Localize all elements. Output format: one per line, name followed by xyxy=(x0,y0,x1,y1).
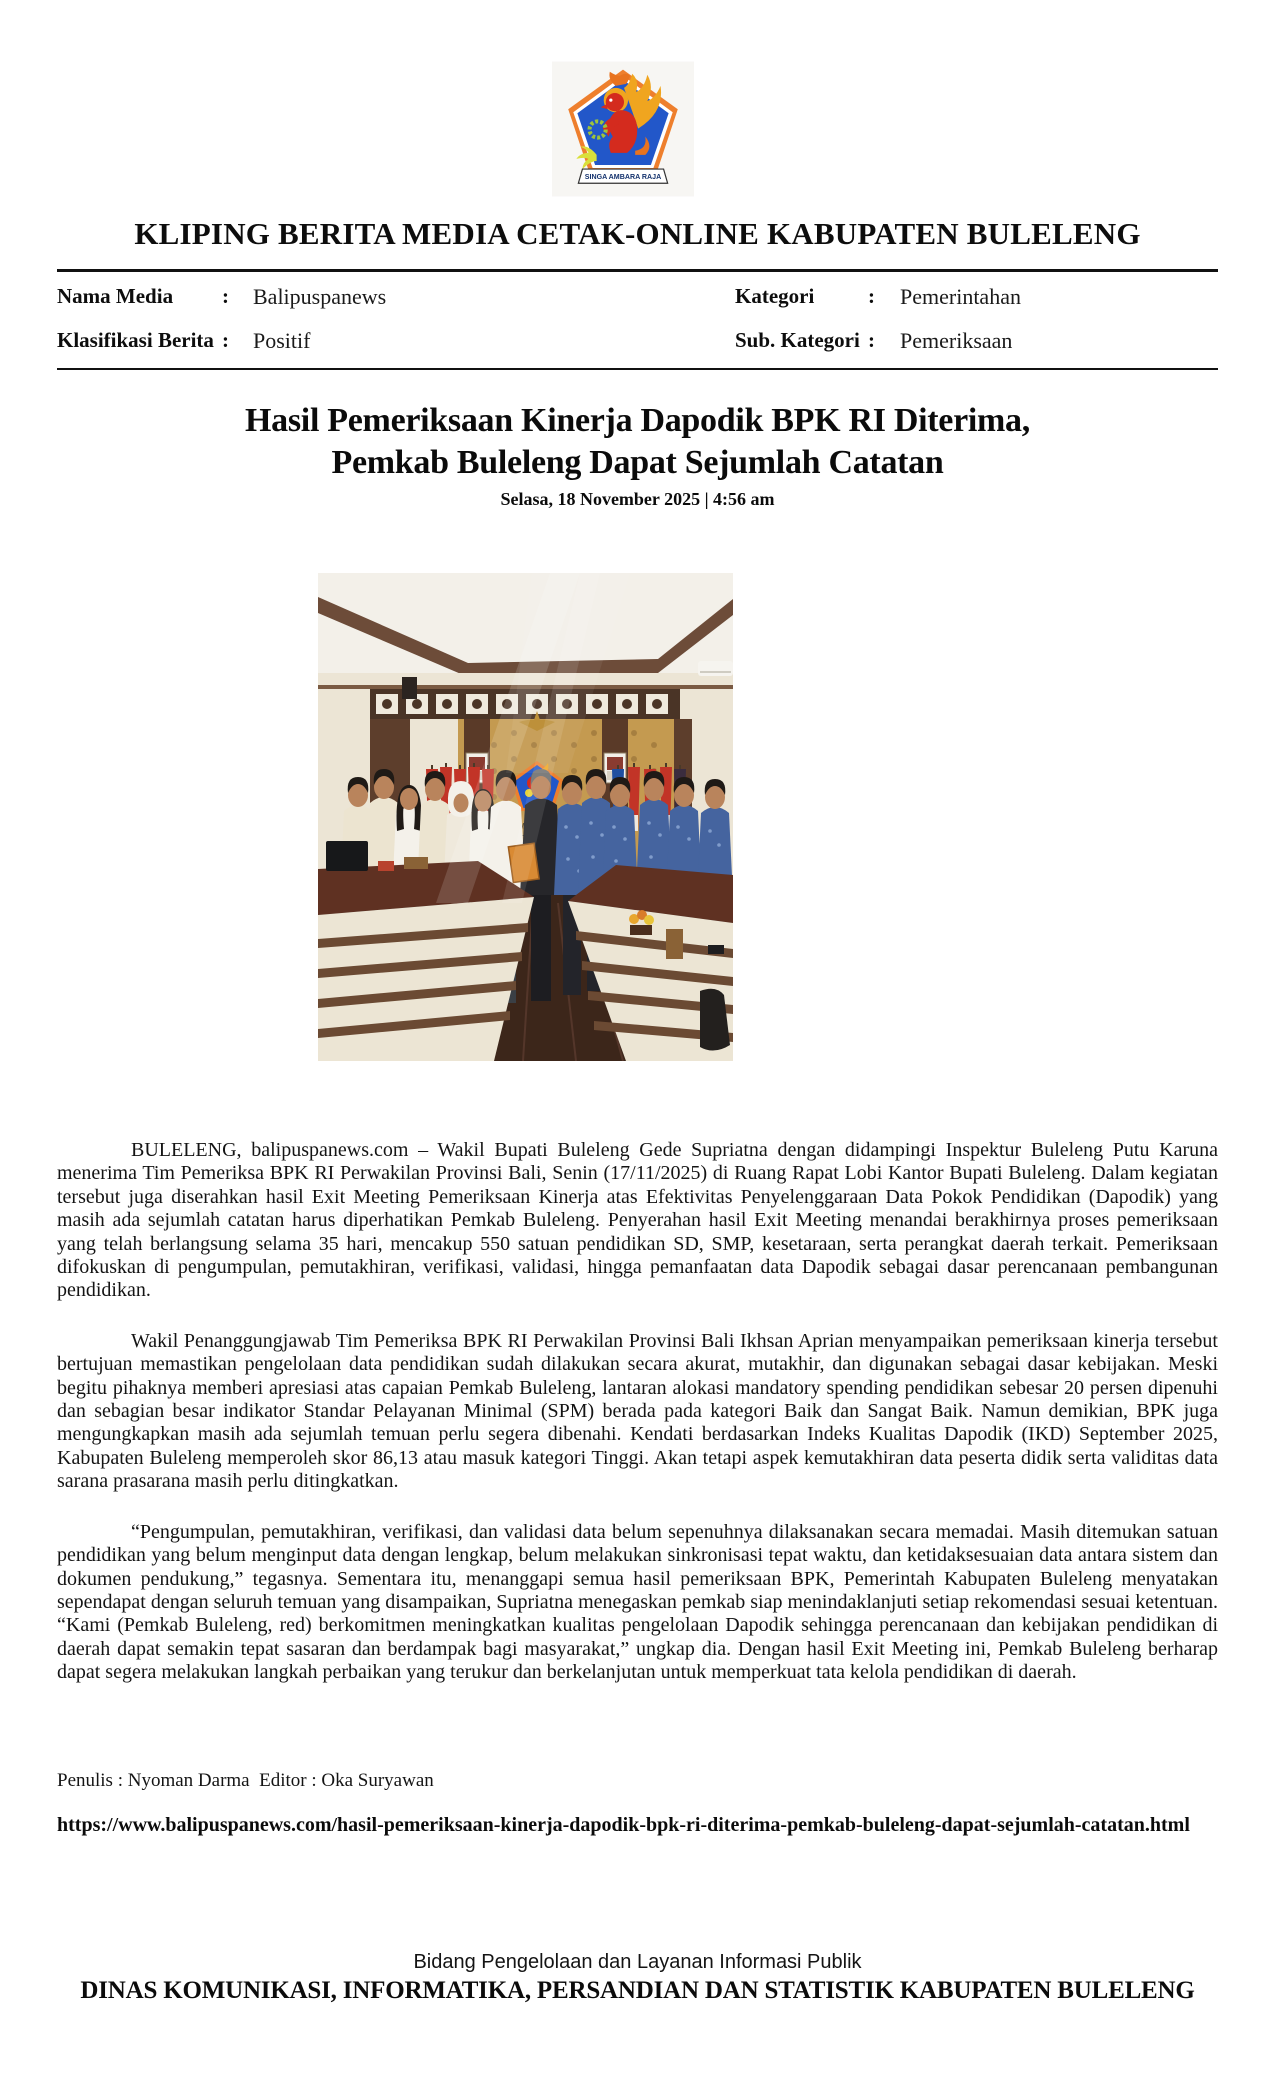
page-title: KLIPING BERITA MEDIA CETAK-ONLINE KABUPATEN BULELENG xyxy=(134,216,1141,251)
wooden-plaque xyxy=(666,929,683,959)
logo-banner-text: SINGA AMBARA RAJA xyxy=(584,173,662,182)
article-photo xyxy=(318,573,733,1061)
klasifikasi-label: Klasifikasi Berita xyxy=(57,328,214,352)
klasifikasi-value: Positif xyxy=(253,328,311,353)
monitor xyxy=(326,841,368,871)
kategori-colon: : xyxy=(868,284,875,308)
meeting-room-photo xyxy=(318,573,733,1061)
nama-media-label: Nama Media xyxy=(57,284,174,308)
coat-of-arms-icon xyxy=(552,60,694,198)
nama-media-colon: : xyxy=(222,284,229,308)
sub-kategori-colon: : xyxy=(868,328,875,352)
paragraph-1: BULELENG, balipuspanews.com – Wakil Bupati Buleleng Gede Supriatna dengan didampingi Inspektur Buleleng Putu Karuna menerima Tim Pemeriksa BPK RI Perwakilan Provinsi Bali, Senin (17/11/2025) di Ruang Rapat Lobi Kantor Bupati Buleleng. Dalam kegiatan tersebut juga diserahkan hasil Exit Meeting Pemeriksaan Kinerja atas Efektivitas Penyelenggaraan Data Pokok Pendidikan (Dapodik) yang masih ada sejumlah catatan harus diperhatikan Pemkab Buleleng. Penyerahan hasil Exit Meeting menandai berakhirnya proses pemeriksaan yang telah berlangsung selama 35 hari, mencakup 550 satuan pendidikan SD, SMP, kesetaraan, serta perangkat daerah terkait. Pemeriksaan difokuskan di pengumpulan, pemutakhiran, verifikasi, validasi, hingga pemanfaatan data Dapodik sebagai dasar perencanaan pembangunan pendidikan. xyxy=(57,1139,1218,1302)
klasifikasi-colon: : xyxy=(222,328,229,352)
article-dateline: Selasa, 18 November 2025 | 4:56 am xyxy=(500,489,775,509)
paragraph-3: “Pengumpulan, pemutakhiran, verifikasi, dan validasi data belum sepenuhnya dilaksanakan secara memadai. Masih ditemukan satuan pendidikan yang belum menginput data dengan lengkap, belum melakukan sinkronisasi tepat waktu, dan ketidaksesuaian data antara sistem dan dokumen pendukung,” tegasnya. Sementara itu, menanggapi semua hasil pemeriksaan BPK, Pemerintah Kabupaten Buleleng menyatakan sependapat dengan seluruh temuan yang disampaikan, Supriatna menegaskan pemkab siap menindaklanjuti setiap rekomendasi sesuai ketentuan. “Kami (Pemkab Buleleng, red) berkomitmen meningkatkan kualitas pengelolaan Dapodik sehingga perencanaan dan kebijakan pendidikan di daerah dapat semakin tepat sasaran dan berdampak bagi masyarakat,” ungkap dia. Dengan hasil Exit Meeting ini, Pemkab Buleleng berharap dapat segera melakukan langkah perbaikan yang terukur dan berkelanjutan untuk memperkuat tata kelola pendidikan di daerah. xyxy=(57,1520,1218,1684)
nama-media-value: Balipuspanews xyxy=(253,284,387,309)
speaker xyxy=(402,677,417,699)
article-body xyxy=(57,1139,1218,1712)
footer-division: Bidang Pengelolaan dan Layanan Informasi Publik xyxy=(413,1951,862,1973)
footer-agency: DINAS KOMUNIKASI, INFORMATIKA, PERSANDIAN DAN STATISTIK KABUPATEN BULELENG xyxy=(80,1977,1195,2004)
kategori-label: Kategori xyxy=(735,284,815,308)
sub-kategori-value: Pemeriksaan xyxy=(900,328,1013,353)
buleleng-coat-of-arms-logo xyxy=(552,60,694,198)
ac-unit xyxy=(698,661,733,676)
sub-kategori-label: Sub. Kategori xyxy=(735,328,860,352)
paragraph-2: Wakil Penanggungjawab Tim Pemeriksa BPK RI Perwakilan Provinsi Bali Ikhsan Aprian menyampaikan pemeriksaan kinerja tersebut bertujuan memastikan pengelolaan data pendidikan sudah dilakukan secara akurat, mutakhir, dan digunakan sebagai dasar kebijakan. Meski begitu pihaknya memberi apresiasi atas capaian Pemkab Buleleng, lantaran alokasi mandatory spending pendidikan sebesar 20 persen dipenuhi dan sebagian besar indikator Standar Pelayanan Minimal (SPM) berada pada kategori Baik dan Sangat Baik. Namun demikian, BPK juga mengungkapkan masih ada sejumlah temuan perlu segera dibenahi. Kendati berdasarkan Indeks Kualitas Dapodik (IKD) September 2025, Kabupaten Buleleng memperoleh skor 86,13 atau masuk kategori Tinggi. Akan tetapi aspek kemutakhiran data peserta didik serta validitas data sarana prasarana masih perlu ditingkatkan. xyxy=(57,1329,1218,1493)
kategori-value: Pemerintahan xyxy=(900,284,1021,309)
divider-meta xyxy=(57,368,1218,370)
byline: Penulis : Nyoman Darma Editor : Oka Suryawan xyxy=(57,1770,434,1791)
article-title-line2: Pemkab Buleleng Dapat Sejumlah Catatan xyxy=(331,444,944,481)
logo-banner xyxy=(578,169,667,183)
source-url-link[interactable]: https://www.balipuspanews.com/hasil-pemeriksaan-kinerja-dapodik-bpk-ri-diterima-pemkab-buleleng-dapat-sejumlah-catatan.html xyxy=(57,1814,1190,1836)
article-title-line1: Hasil Pemeriksaan Kinerja Dapodik BPK RI Diterima, xyxy=(245,402,1030,439)
divider-top xyxy=(57,269,1218,272)
